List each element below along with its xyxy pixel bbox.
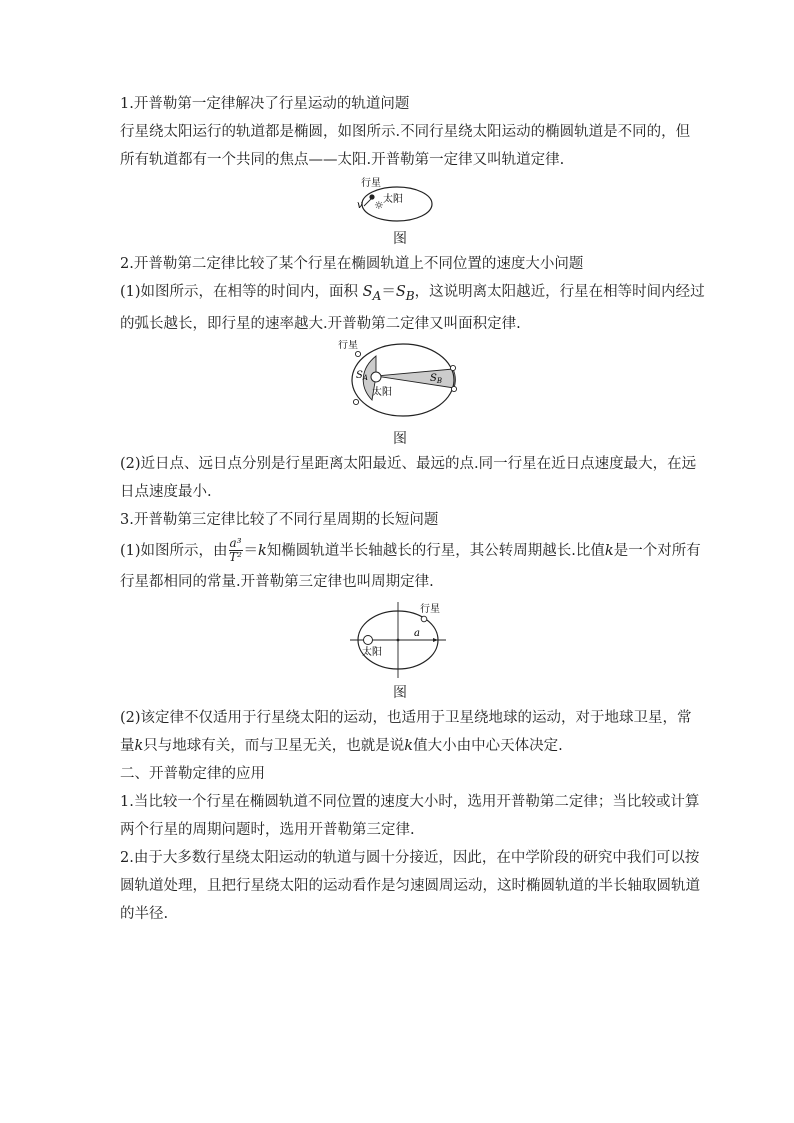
section-2-para-2-line-1: (2)近日点、远日点分别是行星距离太阳最近、最远的点.同一行星在近日点速度最大，在远 — [120, 455, 697, 472]
section-2-title: 2.开普勒第二定律比较了某个行星在椭圆轨道上不同位置的速度大小问题 — [120, 256, 584, 272]
section-3-para-1-line-1: (1)如图所示，由 $\frac{\text{a³}}{\text{T²}}$ ＝k知椭圆轨道半长轴越长的行星，其公转周期越长.比值k是一个对所有 — [120, 536, 701, 565]
figure-1-caption: 图 — [393, 231, 407, 247]
figure-3 — [120, 598, 680, 680]
section-3-para-2-line-1: (2)该定律不仅适用于行星绕太阳的运动，也适用于卫星绕地球的运动，对于地球卫星，常 — [120, 709, 692, 726]
sun-circle-3 — [364, 635, 373, 644]
section-1-para-line-2: 所有轨道都有一个共同的焦点——太阳.开普勒第一定律又叫轨道定律. — [120, 152, 565, 168]
section-4-para-2-line-3: 的半径. — [120, 905, 169, 922]
area-law-diagram — [120, 340, 680, 426]
section-4-para-1-line-1: 1.当比较一个行星在椭圆轨道不同位置的速度大小时，选用开普勒第二定律；当比较或计算 — [120, 793, 700, 810]
period-law-diagram — [120, 598, 680, 680]
figure-3-caption: 图 — [393, 684, 407, 701]
section-4-para-1-line-2: 两个行星的周期问题时，选用开普勒第三定律. — [120, 821, 415, 838]
sa-label: $S_A$ — [356, 369, 368, 382]
section-2-para-2-line-2: 日点速度最小. — [120, 483, 212, 500]
sun-label-2: 太阳 — [372, 386, 392, 398]
section-2-para-1-line-1: (1)如图所示，在相等的时间内，面积 $S_A=S_B$，这说明离太阳越近，行星在相等时间内经过 — [120, 284, 705, 303]
document-page — [120, 90, 705, 928]
sun-label-3: 太阳 — [362, 646, 382, 658]
sun-circle — [371, 372, 381, 382]
planet-dot-3 — [421, 616, 427, 622]
section-3-title: 3.开普勒第三定律比较了不同行星周期的长短问题 — [120, 511, 439, 528]
section-2-para-1-line-2: 的弧长越长，即行星的速率越大.开普勒第二定律又叫面积定律. — [120, 315, 521, 332]
area-sb — [376, 369, 455, 388]
section-1-para-line-1: 行星绕太阳运行的轨道都是椭圆，如图所示.不同行星绕太阳运动的椭圆轨道是不同的，但 — [120, 124, 691, 140]
sun-icon: ☼ — [374, 199, 384, 212]
figure-2-caption: 图 — [393, 430, 407, 447]
section-1-title: 1.开普勒第一定律解决了行星运动的轨道问题 — [120, 96, 410, 112]
orbit-ellipse-diagram-1 — [120, 176, 680, 226]
figure-1 — [120, 176, 680, 226]
section-3-para-2-line-2: 量k只与地球有关，而与卫星无关，也就是说k值大小由中心天体决定. — [120, 737, 563, 754]
planet-label: 行星 — [361, 178, 381, 189]
a3-over-t2-fraction: $\frac{\text{a³}}{\text{T²}}$ — [229, 536, 242, 565]
section-4-title: 二、开普勒定律的应用 — [120, 765, 265, 782]
section-4-para-2-line-1: 2.由于大多数行星绕太阳运动的轨道与圆十分接近，因此，在中学阶段的研究中我们可以按 — [120, 849, 700, 866]
figure-2 — [120, 340, 680, 426]
section-3-para-1-line-2: 行星都相同的常量.开普勒第三定律也叫周期定律. — [120, 573, 434, 590]
sun-label: 太阳 — [383, 194, 403, 205]
semi-major-axis-label: a — [414, 627, 420, 639]
planet-label-3: 行星 — [420, 603, 440, 615]
section-4-para-2-line-2: 圆轨道处理，且把行星绕太阳的运动看作是匀速圆周运动，这时椭圆轨道的半长轴取圆轨道 — [120, 877, 700, 894]
planet-label-2: 行星 — [338, 339, 358, 351]
velocity-label: v — [357, 200, 363, 211]
sb-label: $S_B$ — [430, 372, 443, 385]
